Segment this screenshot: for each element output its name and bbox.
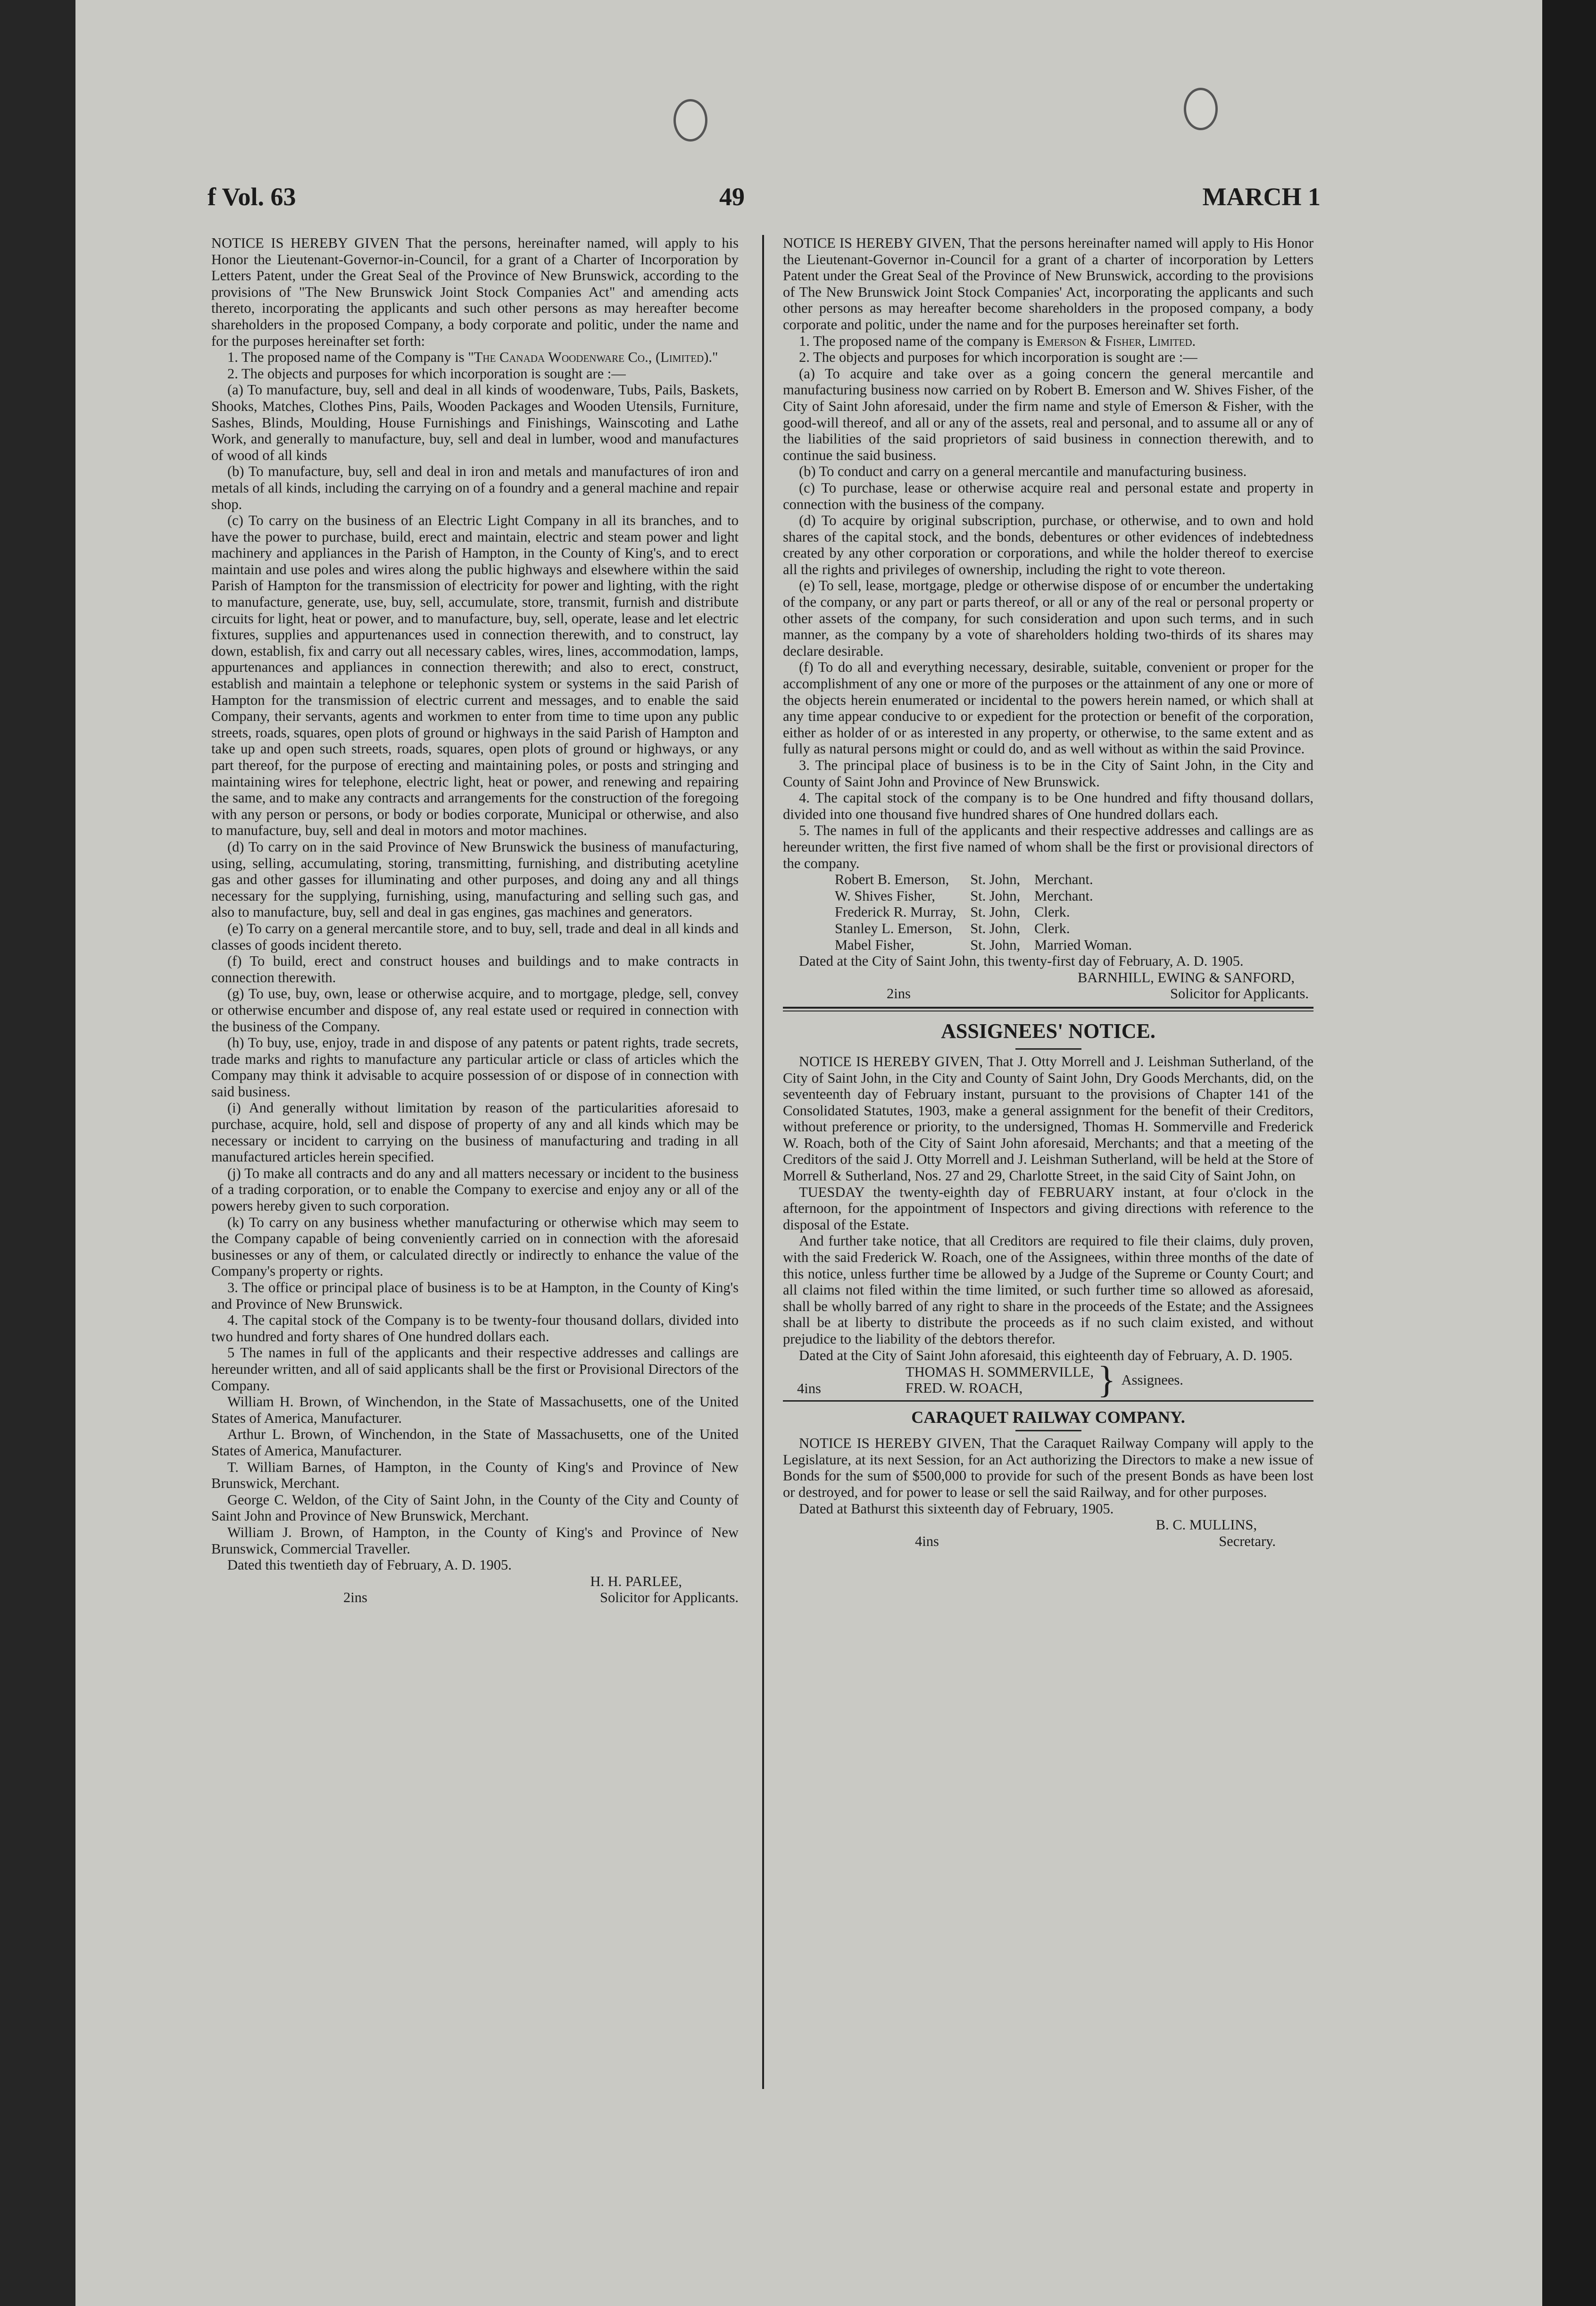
right-column <box>783 235 1313 1549</box>
notice-intro: NOTICE IS HEREBY GIVEN That the persons, hereinafter named, will apply to his Honor the Lieutenant-Governor-in-Council, for a grant of a Charter of Incorporation by Letters Patent, under the Great Seal of the Province of New Brunswick, according to the provisions of "The New Brunswick Joint Stock Companies Act" and amending acts thereto, incorporating the applicants and such other persons as may hereafter become shareholders in the proposed Company, a body corporate and politic, under the name and for the purposes hereinafter set forth: <box>211 235 739 349</box>
punch-hole-icon <box>1184 88 1218 130</box>
secretary-role: Secretary. <box>1219 1533 1276 1549</box>
table-row: W. Shives Fisher, St. John, Merchant. <box>835 887 1093 904</box>
paragraph: 2. The objects and purposes for which incorporation is sought are :— <box>799 349 1197 366</box>
solicitor-role: Solicitor for Applicants. <box>600 1589 739 1606</box>
assignees-role: Assignees. <box>1121 1371 1183 1388</box>
paragraph: 3. The office or principal place of business is to be at Hampton, in the County of King's and Province of New Brunswick. <box>211 1279 739 1312</box>
applicant-entry: William H. Brown, of Winchendon, in the State of Massachusetts, one of the United States of America, Manufacturer. <box>211 1394 739 1426</box>
paragraph: (k) To carry on any business whether manufacturing or otherwise which may seem to the Company capable of being conveniently carried on in connection with the aforesaid businesses or any of them, or calculated directly or indirectly to enhance the value of the Company's property or rights. <box>211 1214 739 1279</box>
page-number: 49 <box>719 183 745 211</box>
table-row: Stanley L. Emerson, St. John, Clerk. <box>835 920 1070 936</box>
paragraph: (e) To carry on a general mercantile store, and to buy, sell, trade and deal in all kinds and classes of goods incident thereto. <box>211 920 739 953</box>
dated-line: Dated this twentieth day of February, A. D. 1905. <box>227 1557 512 1573</box>
paragraph: 5. The names in full of the applicants and their respective addresses and callings are as hereunder written, the first five named of whom shall be the first or provisional directors of the company. <box>783 822 1313 871</box>
assignee-names <box>906 1364 1094 1396</box>
table-row: Mabel Fisher, St. John, Married Woman. <box>835 936 1132 953</box>
paragraph: (f) To do all and everything necessary, desirable, suitable, convenient or proper for the accomplishment of any one or more of the purposes or the attainment of any one or more of the objects herein enumerated or incidental to the powers herein named, or which shall at any time appear conducive to or expedient for the protection or benefit of the corporation, either as holder of or as interested in any property, or otherwise, to the same extent and as fully as natural persons might or could do, and as well without as within the said Province. <box>783 659 1313 757</box>
paragraph: NOTICE IS HEREBY GIVEN, That the Caraquet Railway Company will apply to the Legislature, at its next Session, for an Act authorizing the Directors to make a new issue of Bonds for the sum of $500,000 to provide for such of the present Bonds as have been lost or destroyed, and for power to lease or sell the said Railway, and for other purposes. <box>783 1435 1313 1500</box>
paragraph: (a) To acquire and take over as a going concern the general mercantile and manufacturing business now carried on by Robert B. Emerson and W. Shives Fisher, of the City of Saint John aforesaid, under the firm name and style of Emerson & Fisher, with the good-will thereof, and all or any of the assets, real and personal, and to assume all or any of the liabilities of the said proprietors of said business in connection therewith, and to continue the said business. <box>783 365 1313 463</box>
paragraph: (d) To acquire by original subscription, purchase, or otherwise, and to own and hold shares of the capital stock, and the bonds, debentures or other evidences of indebtedness created by any other corporation or corporations, and while the holder thereof to exercise all the rights and privileges of ownership, including the right to vote thereon. <box>783 512 1313 577</box>
applicant-entry: George C. Weldon, of the City of Saint John, in the County of the City and County of Saint John and Province of New Brunswick, Merchant. <box>211 1491 739 1524</box>
paragraph: 4. The capital stock of the company is to be One hundred and fifty thousand dollars, divided into one thousand five hundred shares of One hundred dollars each. <box>783 790 1313 822</box>
notice-intro: NOTICE IS HEREBY GIVEN, That the persons hereinafter named will apply to His Honor the Lieutenant-Governor in-Council for a grant of a charter of incorporation by Letters Patent under the Great Seal of the Province of New Brunswick, according to the provisions of The New Brunswick Joint Stock Companies' Act, incorporating the applicants and such other persons as may hereafter become shareholders in the proposed company, a body corporate and politic, under the name and for the purposes hereinafter set forth. <box>783 235 1313 333</box>
paragraph: (c) To carry on the business of an Electric Light Company in all its branches, and to have the power to purchase, build, erect and maintain, electric and steam power and light machinery and appliances in the Parish of Hampton, in the County of King's, and to erect maintain and use poles and wires along the public highways and elsewhere within the said Parish of Hampton for the transmission of electricity for power and lighting, with the right to manufacture, generate, use, buy, sell, accumulate, store, transmit, furnish and distribute circuits for light, heat or power, and to manufacture, buy, sell, operate, lease and let electric fixtures, supplies and appurtenances used in connection therewith, and to construct, lay down, establish, fix and carry out all necessary cables, wires, lines, accommodation, lamps, appurtenances and appliances in connection therewith; and also to erect, construct, establish and maintain a telephone or telephonic system or systems in the said Parish of Hampton for the transmission of electric current and messages, and to enable the said Company, their servants, agents and workmen to enter from time to time upon any public streets, roads, squares, open plots of ground or highways in the said Parish of Hampton and take up and open such streets, roads, squares, open plots of ground or highways, or any part thereof, for the purpose of erecting and maintaining poles, or posts and stringing and maintaining wires for telephone, electric light, heat or power, and renewing and repairing the same, and to make any contracts and arrangements for the construction of the foregoing with any person or persons, or body or bodies corporate, Municipal or otherwise, and also to manufacture, buy, sell and deal in motors and motor machines. <box>211 512 739 839</box>
paragraph: (i) And generally without limitation by reason of the particularities aforesaid to purchase, acquire, hold, sell and dispose of property of any and all kinds which may be necessary or incident to carrying on the business of manufacturing and trading in all manufactured articles herein specified. <box>211 1100 739 1165</box>
dated-line: Dated at the City of Saint John, this twenty-first day of February, A. D. 1905. <box>799 953 1244 969</box>
dated-line: Dated at Bathurst this sixteenth day of February, 1905. <box>799 1500 1114 1517</box>
section-rule <box>783 1400 1313 1402</box>
table-row: Frederick R. Murray, St. John, Clerk. <box>835 904 1070 920</box>
assignee-name: THOMAS H. SOMMERVILLE, <box>906 1363 1094 1380</box>
paragraph: TUESDAY the twenty-eighth day of FEBRUARY instant, at four o'clock in the afternoon, for the appointment of Inspectors and giving directions with reference to the disposal of the Estate. <box>783 1184 1313 1233</box>
applicants-table <box>835 871 1146 953</box>
paragraph: 1. The proposed name of the Company is "The Canada Woodenware Co., (Limited)." <box>227 349 718 366</box>
insertions-count: 2ins <box>887 986 911 1002</box>
signature-line <box>783 1533 1313 1550</box>
applicant-entry: William J. Brown, of Hampton, in the County of King's and Province of New Brunswick, Commercial Traveller. <box>211 1524 739 1557</box>
paragraph: (d) To carry on in the said Province of New Brunswick the business of manufacturing, using, selling, accumulating, storing, transmitting, furnishing, and distributing acetyline gas and other gasses for illuminating and other purposes, and doing any and all things necessary for the supplying, furnishing, using, manufacturing and selling such gas, and also to manufacture, buy, sell and deal in gas engines, gas machines and generators. <box>211 838 739 920</box>
signature-line <box>211 1589 739 1606</box>
paragraph: (g) To use, buy, own, lease or otherwise acquire, and to mortgage, pledge, sell, convey or otherwise encumber and dispose of, any real estate used or required in connection with the business of the Company. <box>211 986 739 1035</box>
solicitor-role: Solicitor for Applicants. <box>1170 986 1309 1002</box>
issue-date: MARCH 1 <box>1202 183 1321 211</box>
railway-notice-title: CARAQUET RAILWAY COMPANY. <box>911 1408 1185 1427</box>
paragraph: (e) To sell, lease, mortgage, pledge or otherwise dispose of or encumber the undertaking of the company, or any part or parts thereof, or all or any of the real or personal property or other assets of the company, for such consideration and upon such terms, and in such manner, as the company by a vote of shareholders holding two-thirds of its shares may declare desirable. <box>783 577 1313 659</box>
assignees-notice-title: ASSIGNEES' NOTICE. <box>941 1019 1155 1043</box>
insertions-count: 4ins <box>915 1533 939 1549</box>
paragraph: (b) To conduct and carry on a general mercantile and manufacturing business. <box>799 463 1247 480</box>
paragraph: (h) To buy, use, enjoy, trade in and dispose of any patents or patent rights, trade secrets, trade marks and rights to manufacture any particular article or class of articles which the Company may think it advisable to acquire possession of or dispose of in connection with said business. <box>211 1035 739 1100</box>
paragraph: 3. The principal place of business is to be in the City of Saint John, in the City and County of Saint John and Province of New Brunswick. <box>783 757 1313 790</box>
applicant-entry: T. William Barnes, of Hampton, in the County of King's and Province of New Brunswick, Merchant. <box>211 1459 739 1492</box>
assignee-name: FRED. W. ROACH, <box>906 1380 1023 1396</box>
volume-label: f Vol. 63 <box>208 183 296 211</box>
solicitor-name: BARNHILL, EWING & SANFORD, <box>1077 969 1295 986</box>
title-rule <box>1015 1048 1081 1050</box>
paragraph: And further take notice, that all Creditors are required to file their claims, duly proven, with the said Frederick W. Roach, one of the Assignees, within three months of the date of this notice, unless further time be allowed by a Judge of the Supreme or County Court; and all claims not filed within the time limited, or such further time so allowed as aforesaid, shall be wholly barred of any right to share in the proceeds of the Estate; and the Assignees shall be at liberty to distribute the proceeds as if no such claim existed, and without prejudice to the liability of the debtors therefor. <box>783 1233 1313 1347</box>
paragraph: 2. The objects and purposes for which incorporation is sought are :— <box>227 365 626 382</box>
assignees-signature <box>783 1359 1313 1401</box>
secretary-name: B. C. MULLINS, <box>1155 1517 1257 1533</box>
signature-line <box>783 986 1313 1002</box>
insertions-count: 4ins <box>797 1380 821 1396</box>
table-row: Robert B. Emerson, St. John, Merchant. <box>835 871 1093 888</box>
column-divider <box>762 235 764 2089</box>
paragraph: 5 The names in full of the applicants and their respective addresses and callings are hereunder written, and all of said applicants shall be the first or Provisional Directors of the Company. <box>211 1345 739 1394</box>
insertions-count: 2ins <box>343 1589 367 1606</box>
left-column <box>211 235 739 1606</box>
paragraph: 4. The capital stock of the Company is to be twenty-four thousand dollars, divided into two hundred and forty shares of One hundred dollars each. <box>211 1312 739 1345</box>
brace-icon: } <box>1097 1359 1116 1401</box>
paragraph: (a) To manufacture, buy, sell and deal in all kinds of woodenware, Tubs, Pails, Baskets, Shooks, Matches, Clothes Pins, Pails, Wooden Packages and Wooden Utensils, Furniture, Sashes, Blinds, Moulding, House Furnishings and Finishings, Wainscoting and Lathe Work, and generally to manufacture, buy, sell and deal in lumber, wood and manufactures of wood of all kinds <box>211 382 739 463</box>
punch-hole-icon <box>673 99 707 142</box>
page-header <box>208 182 1321 220</box>
title-rule <box>1015 1430 1081 1431</box>
applicant-entry: Arthur L. Brown, of Winchendon, in the State of Massachusetts, one of the United States of America, Manufacturer. <box>211 1426 739 1459</box>
scan-left-edge <box>0 0 75 2306</box>
paragraph: (b) To manufacture, buy, sell and deal in iron and metals and manufactures of iron and metals of all kinds, including the carrying on of a foundry and a general machine and repair shop. <box>211 463 739 512</box>
dated-line: Dated at the City of Saint John aforesaid, this eighteenth day of February, A. D. 1905. <box>799 1347 1293 1363</box>
section-rule <box>783 1007 1313 1011</box>
paragraph: (c) To purchase, lease or otherwise acquire real and personal estate and property in connection with the business of the company. <box>783 479 1313 512</box>
paragraph: (j) To make all contracts and do any and all matters necessary or incident to the business of a trading corporation, or to enable the Company to exercise and enjoy any or all of the powers hereby given to such corporation. <box>211 1165 739 1214</box>
solicitor-name: H. H. PARLEE, <box>590 1573 682 1589</box>
paragraph: (f) To build, erect and construct houses and buildings and to make contracts in connection therewith. <box>211 953 739 986</box>
paragraph: NOTICE IS HEREBY GIVEN, That J. Otty Morrell and J. Leishman Sutherland, of the City of Saint John, in the City and County of Saint John, Dry Goods Merchants, did, on the seventeenth day of February instant, pursuant to the provisions of Chapter 141 of the Consolidated Statutes, 1903, make a general assignment for the benefit of their Creditors, without preference or priority, to the undersigned, Thomas H. Sommerville and Frederick W. Roach, both of the City of Saint John aforesaid, Merchants; and that a meeting of the Creditors of the said J. Otty Morrell and J. Leishman Sutherland, will be held at the Store of Morrell & Sutherland, Nos. 27 and 29, Charlotte Street, in the said City of Saint John, on <box>783 1053 1313 1184</box>
paragraph: 1. The proposed name of the company is Emerson & Fisher, Limited. <box>799 333 1196 349</box>
